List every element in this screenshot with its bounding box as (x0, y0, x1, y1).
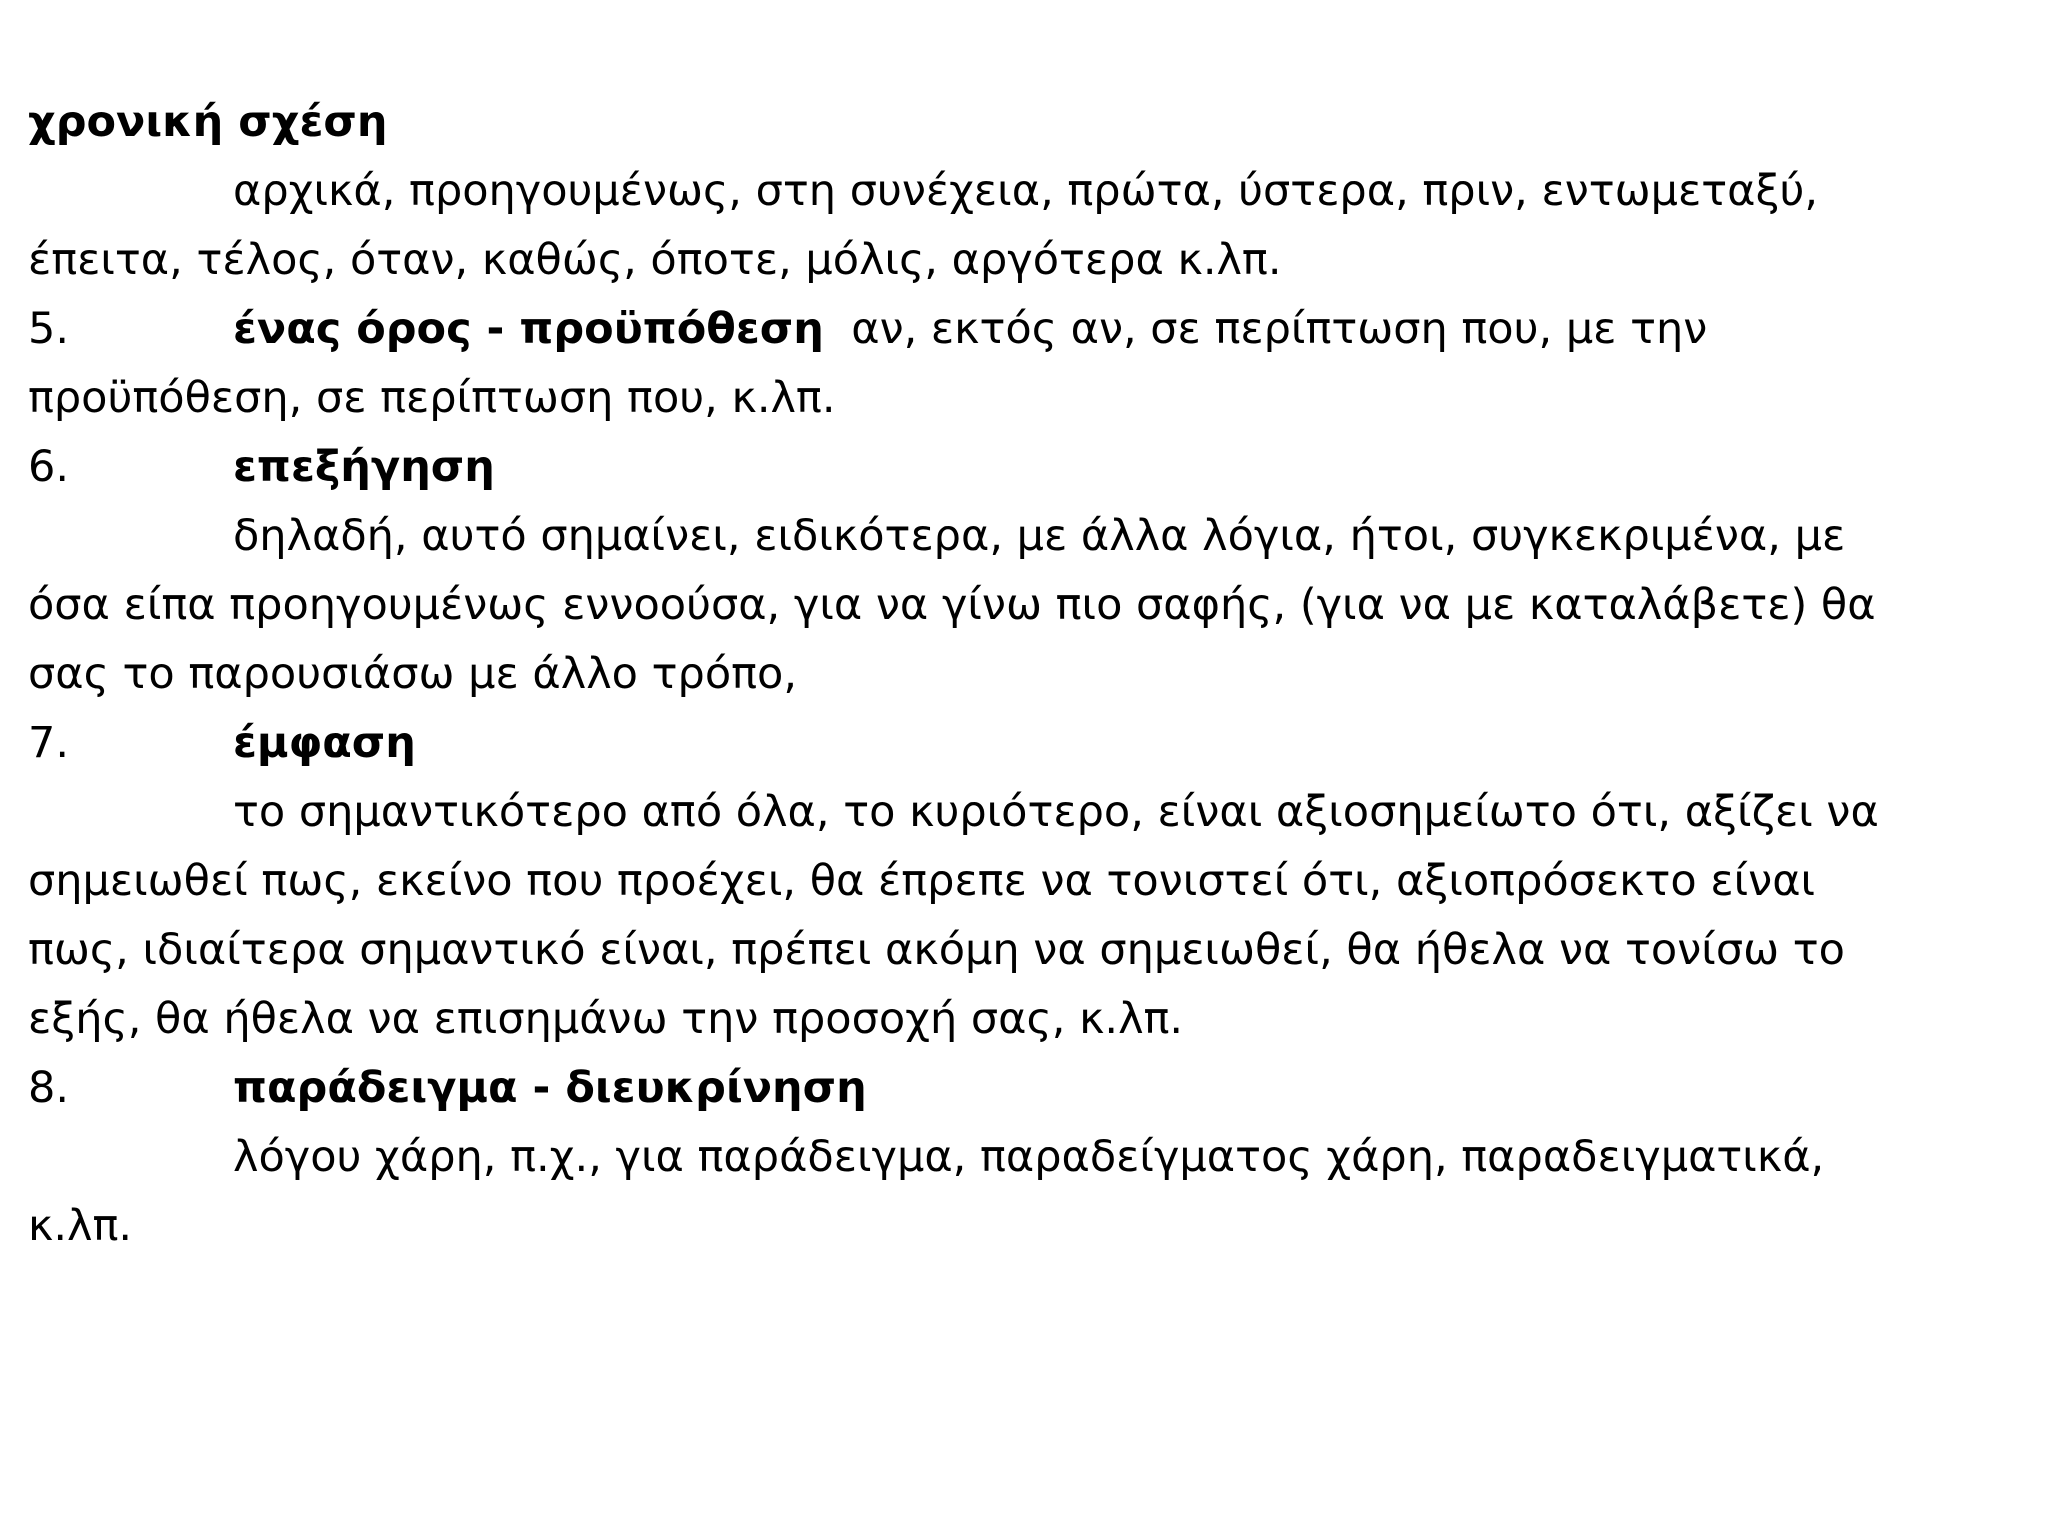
emphasis-line-2: σημειωθεί πως, εκείνο που προέχει, θα έπρεπε να τονιστεί ότι, αξιοπρόσεκτο είναι (28, 856, 1816, 906)
section-example (28, 1054, 2028, 1123)
text-line (28, 778, 2028, 847)
condition-inline-text: αν, εκτός αν, σε περίπτωση που, με την (851, 304, 1708, 354)
text-line (28, 364, 2028, 433)
section-explanation (28, 433, 2028, 502)
emphasis-line-3: πως, ιδιαίτερα σημαντικό είναι, πρέπει ακόμη να σημειωθεί, θα ήθελα να τονίσω το (28, 925, 1845, 975)
item-number: 7. (28, 718, 70, 768)
emphasis-line-1: το σημαντικότερο από όλα, το κυριότερο, είναι αξιοσημείωτο ότι, αξίζει να (233, 787, 1879, 837)
explanation-line-2: όσα είπα προηγουμένως εννοούσα, για να γίνω πιο σαφής, (για να με καταλάβετε) θα (28, 580, 1876, 630)
item-number: 6. (28, 442, 70, 492)
heading-time: χρονική σχέση (28, 97, 388, 147)
text-line (28, 640, 2028, 709)
text-line (28, 985, 2028, 1054)
text-line (28, 571, 2028, 640)
text-line (28, 226, 2028, 295)
heading-emphasis: έμφαση (233, 718, 416, 768)
explanation-line-1: δηλαδή, αυτό σημαίνει, ειδικότερα, με άλλα λόγια, ήτοι, συγκεκριμένα, με (233, 511, 1846, 561)
time-line-1: αρχικά, προηγουμένως, στη συνέχεια, πρώτα, ύστερα, πριν, εντωμεταξύ, (233, 166, 1819, 216)
condition-line-2: προϋπόθεση, σε περίπτωση που, κ.λπ. (28, 373, 836, 423)
text-line (28, 1192, 2028, 1261)
section-emphasis (28, 709, 2028, 778)
section-condition (28, 295, 2028, 364)
item-number: 8. (28, 1063, 70, 1113)
heading-explanation: επεξήγηση (233, 442, 495, 492)
time-line-2: έπειτα, τέλος, όταν, καθώς, όποτε, μόλις, αργότερα κ.λπ. (28, 235, 1282, 285)
text-line (28, 502, 2028, 571)
heading-condition: ένας όρος - προϋπόθεση (233, 304, 824, 354)
item-number: 5. (28, 304, 70, 354)
example-line-2: κ.λπ. (28, 1201, 133, 1251)
heading-example: παράδειγμα - διευκρίνηση (233, 1063, 867, 1113)
text-line (28, 916, 2028, 985)
example-line-1: λόγου χάρη, π.χ., για παράδειγμα, παραδείγματος χάρη, παραδειγματικά, (233, 1132, 1825, 1182)
text-line (28, 157, 2028, 226)
text-line (28, 847, 2028, 916)
emphasis-line-4: εξής, θα ήθελα να επισημάνω την προσοχή σας, κ.λπ. (28, 994, 1184, 1044)
text-line (28, 1123, 2028, 1192)
section-time (28, 88, 2028, 157)
explanation-line-3: σας το παρουσιάσω με άλλο τρόπο, (28, 649, 798, 699)
document-body (28, 88, 2028, 1261)
